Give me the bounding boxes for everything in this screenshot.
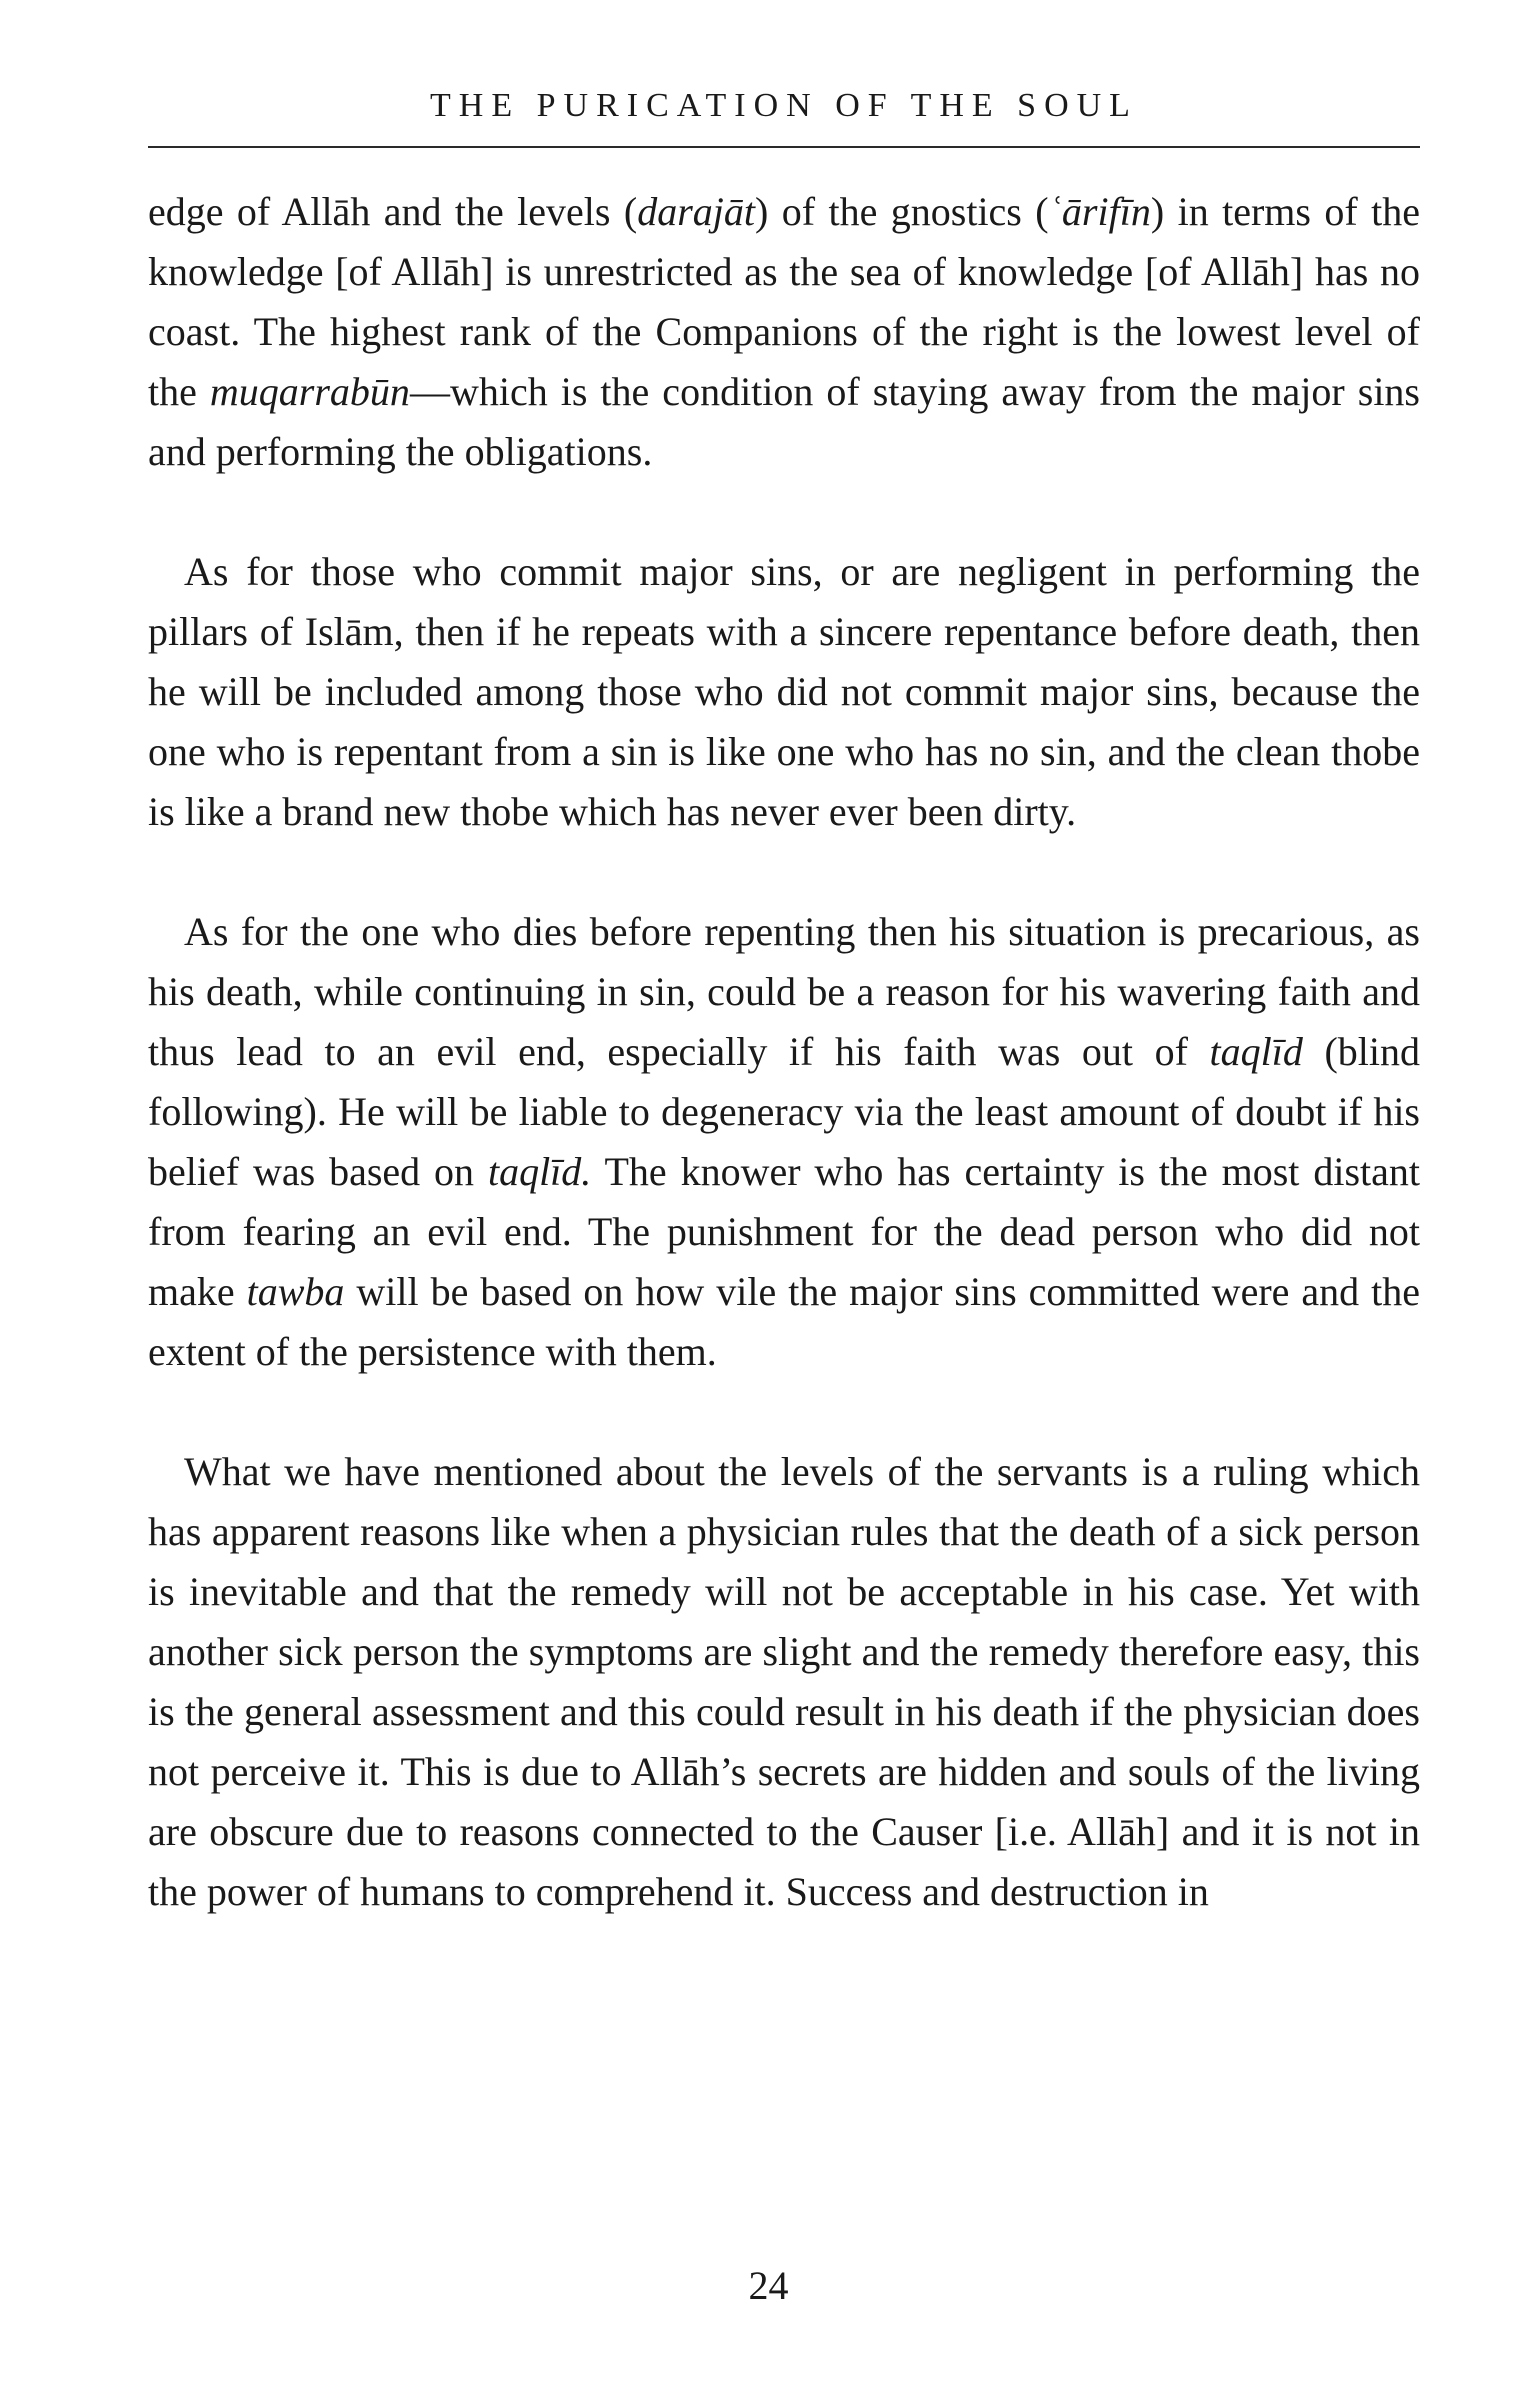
text-run: As for the one who dies before repenting then his situation is precarious, as his death, while continuing in sin, could be a reason for his wavering faith and thus lead to an evil end, especially if his faith was out of — [148, 909, 1420, 1074]
page-number: 24 — [748, 2263, 789, 2308]
text-run: ) in terms of the knowledge [of Allāh] is unrestricted as the sea of knowledge [of Allāh] has no coast. The highest rank of the Companions of the right is the lowest level of the — [148, 189, 1420, 414]
body-text — [148, 182, 1420, 1982]
italic-term-taqlid: taqlīd. — [487, 1149, 592, 1194]
running-header: THE PURICATION OF THE SOUL — [430, 87, 1138, 124]
text-run: will be based on how vile the major sins committed were and the extent of the persistence with them. — [148, 1269, 1420, 1374]
paragraph-1 — [148, 182, 1420, 482]
header-rule — [148, 146, 1420, 148]
text-run: As for those who commit major sins, or are negligent in performing the pillars of Islām, then if he repeats with a sincere repentance before death, then he will be included among those who did not commit major sins, because the one who is repentant from a sin is like one who has no sin, and the clean thobe is like a brand new thobe which has never ever been dirty. — [148, 549, 1420, 834]
text-run: (blind following). He will be liable to degeneracy via the least amount of doubt if his belief was based on — [148, 1029, 1420, 1194]
text-run: —which is the condition of staying away from the major sins and performing the obligations. — [148, 369, 1421, 474]
text-run: The knower who has certainty is the most distant from fearing an evil end. The punishment for the dead person who did not make — [148, 1149, 1420, 1314]
paragraph-3 — [148, 902, 1420, 1382]
text-run: What we have mentioned about the levels of the servants is a ruling which has apparent reasons like when a physician rules that the death of a sick person is inevitable and that the remedy will not be acceptable in his case. Yet with another sick person the symptoms are slight and the remedy therefore easy, this is the general assessment and this could result in his death if the physician does not perceive it. This is due to Allāh’s secrets are hidden and souls of the living are obscure due to reasons connected to the Causer [i.e. Allāh] and it is not in the power of humans to comprehend it. Success and destruction in — [148, 1449, 1420, 1914]
italic-term-taqlid: taqlīd — [1209, 1029, 1303, 1074]
italic-term-muqarrabun: muqarrabūn — [209, 369, 410, 414]
paragraph-2 — [148, 542, 1420, 842]
italic-term-tawba: tawba — [246, 1269, 345, 1314]
italic-term-arifin: ʿārifīn — [1048, 189, 1151, 234]
text-run: ) of the gnostics ( — [755, 189, 1049, 234]
paragraph-4 — [148, 1442, 1420, 1922]
italic-term-darajat: darajāt — [637, 189, 756, 234]
text-run: edge of Allāh and the levels ( — [148, 189, 638, 234]
